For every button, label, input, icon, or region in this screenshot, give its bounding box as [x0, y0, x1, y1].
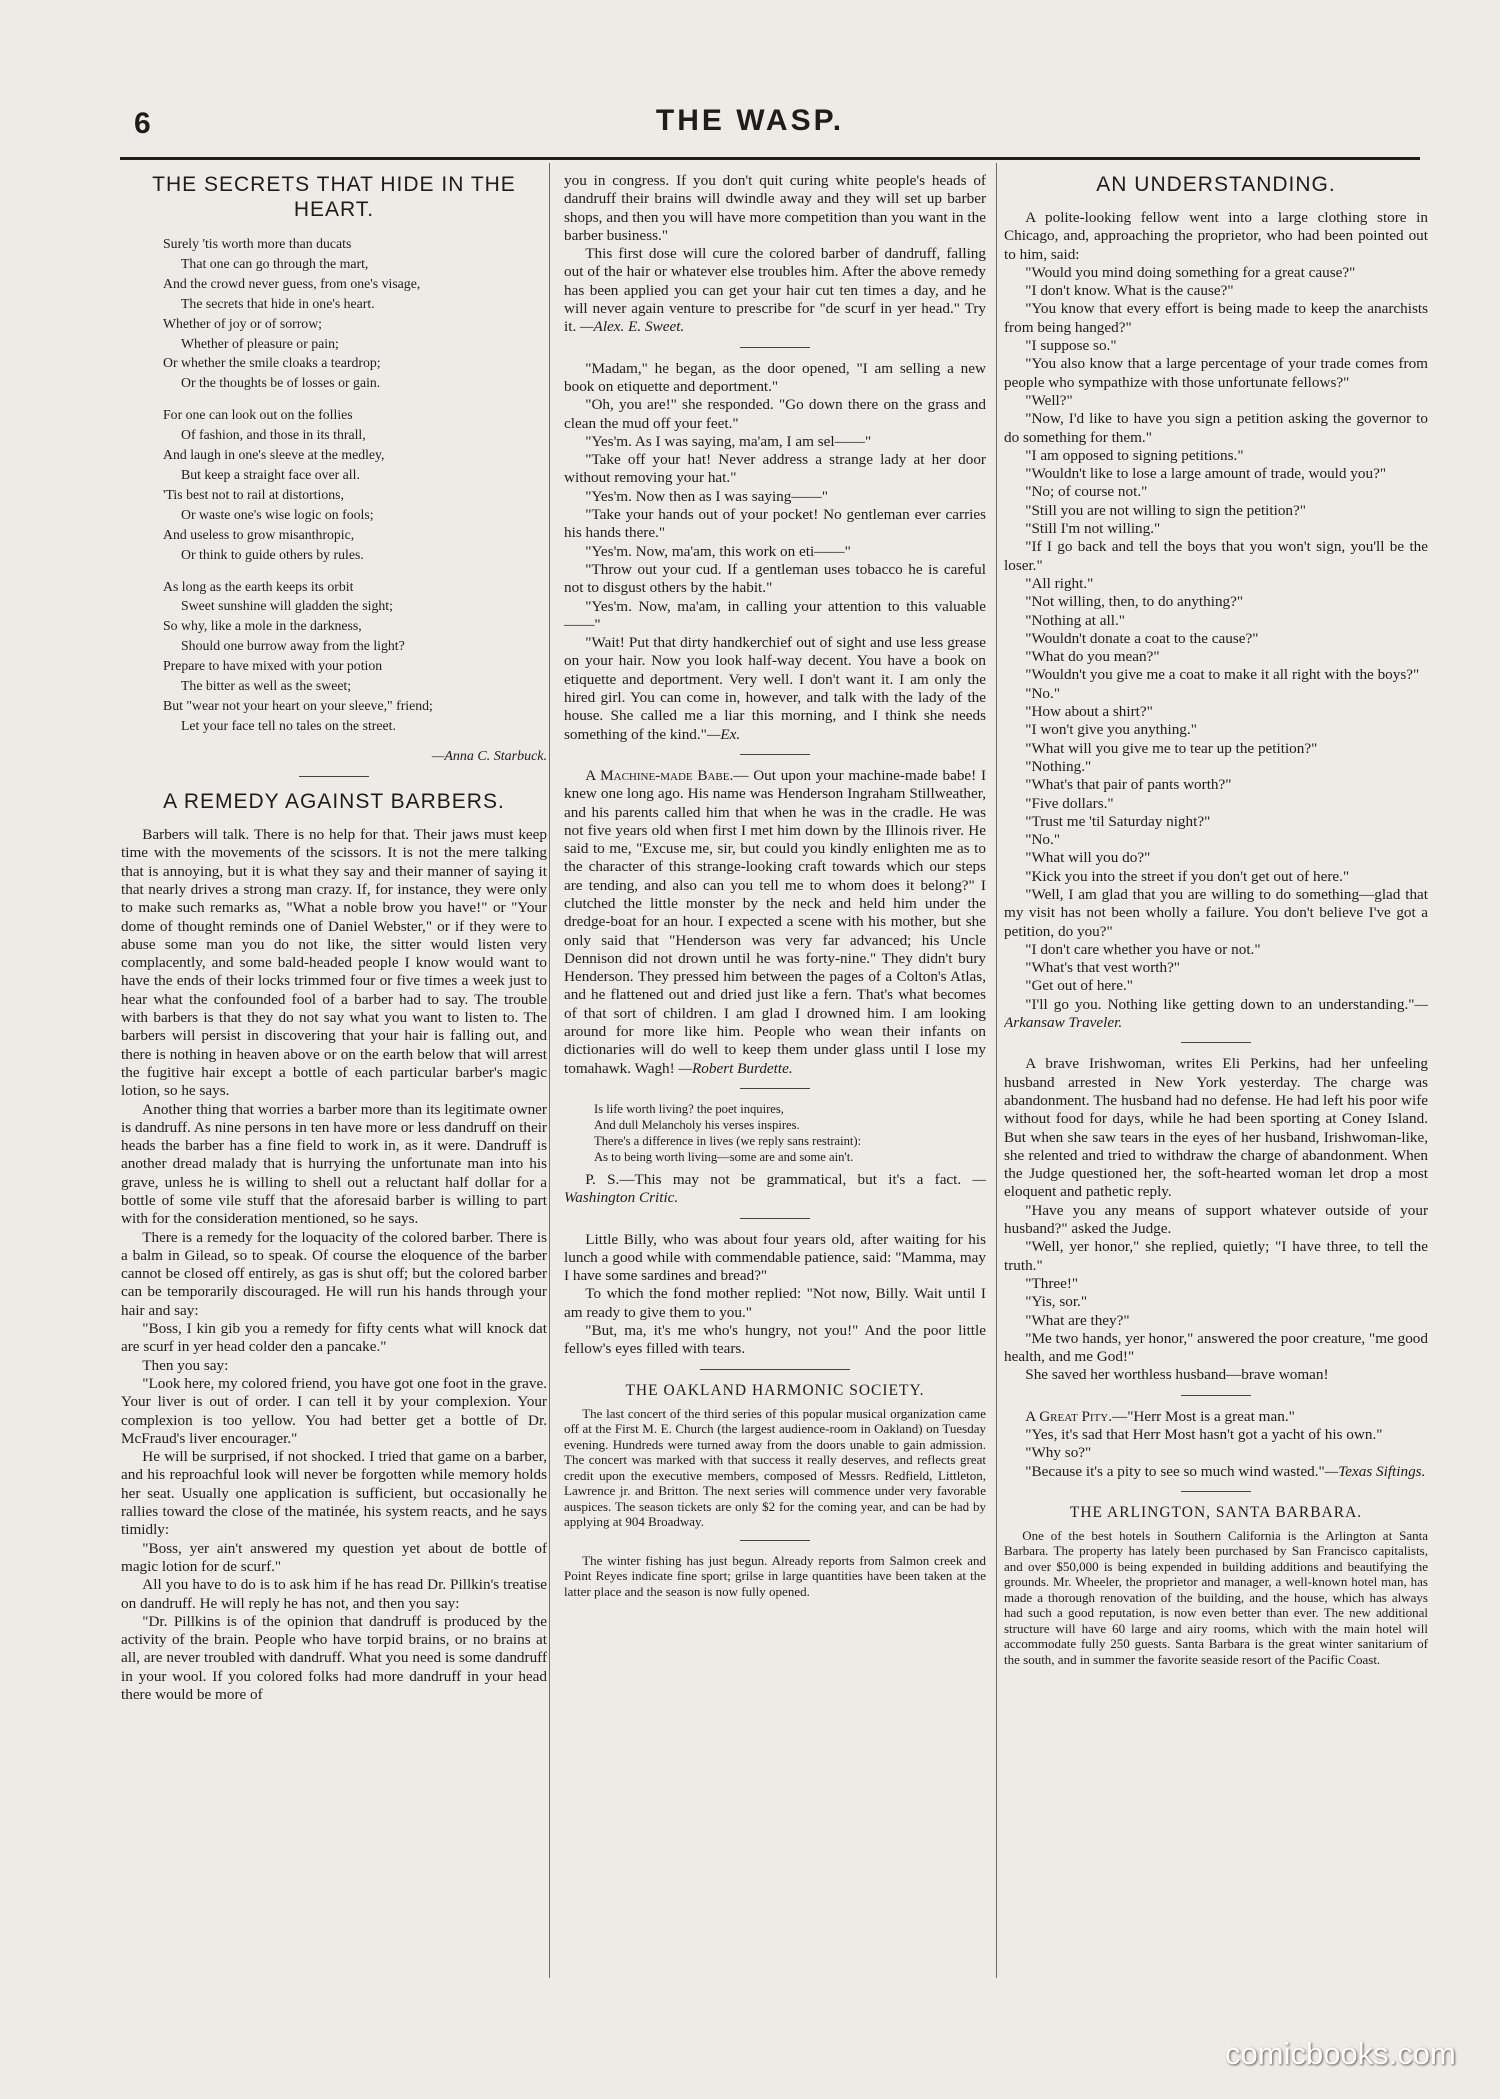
column-1 — [121, 172, 547, 1704]
paragraph: "Nothing." — [1025, 757, 1092, 775]
paragraph: "Yis, sor." — [1025, 1293, 1088, 1311]
paragraph: "Still I'm not willing." — [1025, 520, 1161, 538]
poem-line: So why, like a mole in the darkness, — [163, 618, 362, 634]
paragraph: "How about a shirt?" — [1025, 703, 1153, 721]
paragraph: "Well?" — [1025, 391, 1073, 409]
column-divider — [996, 163, 997, 1978]
poem-line: And the crowd never guess, from one's visage, — [163, 275, 421, 291]
irish-story — [1004, 1055, 1428, 1384]
paragraph: "What do you mean?" — [1025, 648, 1160, 666]
divider — [700, 1369, 850, 1370]
divider — [1181, 1042, 1251, 1043]
paragraph: "Well, yer honor," she replied, quietly; "I have three, to tell the truth." — [1004, 1238, 1428, 1274]
paragraph: "What will you do?" — [1025, 849, 1151, 867]
understanding-title: AN UNDERSTANDING. — [1096, 173, 1336, 196]
masthead: THE WASP. — [655, 104, 845, 137]
paragraph: To which the fond mother replied: "Not now, Billy. Wait until I am ready to give them to you." — [564, 1285, 986, 1321]
babe-title: A Machine-made Babe. — [585, 766, 734, 784]
poem-line: Of fashion, and those in its thrall, — [181, 427, 366, 443]
poem-line: Whether of pleasure or pain; — [181, 335, 339, 351]
poem-stanza — [163, 405, 547, 564]
paragraph: "What's that pair of pants worth?" — [1025, 776, 1232, 794]
paragraph: A brave Irishwoman, writes Eli Perkins, had her unfeeling husband arrested in New York yesterday. The charge was abandonment. The husband had no defense. He had left his poor wife without food for days, while he had been sporting at Coney Island. But when she saw tears in the eyes of her husband, Irishwoman-like, she relented and tried to withdraw the charge of abandonment. When the Judge questioned her, the soft-hearted woman let drop a most eloquent and pathetic reply. — [1004, 1055, 1428, 1201]
poem-stanza — [163, 577, 547, 736]
understanding-story — [1004, 209, 1428, 1032]
paragraph: "Wouldn't like to lose a large amount of trade, would you?" — [1025, 465, 1387, 483]
paragraph: A polite-looking fellow went into a large clothing store in Chicago, and, approaching the proprietor, who had been pointed out to him, said: — [1004, 209, 1428, 263]
paragraph: "No; of course not." — [1025, 483, 1148, 501]
paragraph: "Five dollars." — [1025, 794, 1114, 812]
babe-attribution: —Robert Burdette. — [678, 1059, 793, 1077]
paragraph: "Throw out your cud. If a gentleman uses tobacco he is careful not to disgust others by the habit." — [564, 560, 986, 597]
poem-line: Or whether the smile cloaks a teardrop; — [163, 355, 381, 371]
poem-line: Whether of joy or of sorrow; — [163, 315, 323, 331]
paragraph: "I am opposed to signing petitions." — [1025, 446, 1244, 464]
pity-lines — [1004, 1426, 1428, 1481]
poem-line: For one can look out on the follies — [163, 407, 353, 423]
postscript: P. S.—This may not be grammatical, but it's a fact. — Washington Critic. — [564, 1170, 986, 1207]
paragraph: "Kick you into the street if you don't get out of here." — [1025, 867, 1350, 885]
babe-text: — Out upon your machine-made babe! I knew one long ago. His name was Henderson Ingraham Stillweather, and his parents called him that when he was in the cradle. He was not five years old when first I met him down by the Illinois river. He said to me, "Excuse me, sir, but could you kindly enlighten me as to the character of this strange-looking craft towards which our steps are tending, and also can you tell me to whom does it belong?" I clutched the little monster by the neck and held him under the dredge-boat for an hour. I expected a scene with his mother, but she only said that "Henderson was very far advanced; his Uncle Dennison did not drown until he was forty-nine." They didn't bury Henderson. They pressed him between the pages of a Colton's Atlas, and he flattened out and dried just like a fern. That's what becomes of that sort of children. I am glad I drowned him. I am looking around for more like him. People who wean their infants on dictionaries will do well to keep them under glass until I lose my tomahawk. Wagh! — [564, 766, 986, 1077]
poem-line: Let your face tell no tales on the street. — [181, 717, 396, 733]
poem-line: As long as the earth keeps its orbit — [163, 578, 354, 594]
paragraph: "You know that every effort is being made to keep the anarchists from being hanged?" — [1004, 300, 1428, 336]
paragraph: "Trust me 'til Saturday night?" — [1025, 812, 1211, 830]
column-divider — [549, 163, 550, 1978]
poem-stanza — [163, 234, 547, 393]
divider — [1181, 1491, 1251, 1492]
divider — [1181, 1395, 1251, 1396]
divider — [740, 347, 810, 348]
paragraph: Then you say: — [142, 1356, 229, 1374]
paragraph: "Yes, it's sad that Herr Most hasn't got a yacht of his own." — [1025, 1426, 1383, 1443]
poem-line: Surely 'tis worth more than ducats — [163, 236, 352, 251]
poem-attribution: —Anna C. Starbuck. — [431, 748, 547, 764]
paragraph: "Oh, you are!" she responded. "Go down there on the grass and clean the mud off your feet." — [564, 396, 986, 432]
poem-line: As to being worth living—some are and some ain't. — [594, 1149, 854, 1164]
paragraph: "All right." — [1025, 574, 1094, 592]
paragraph: This first dose will cure the colored barber of dandruff, falling out of the hair or whatever else troubles him. After the above remedy has been applied you can get your hair cut ten times a day, and he will never again venture to prescribe for "de scurf in yer head." Try it. —Alex. E. Sweet. — [564, 245, 986, 336]
divider — [299, 776, 369, 777]
paragraph: "I'll go you. Nothing like getting down to an understanding."—Arkansaw Traveler. — [1004, 995, 1428, 1032]
paragraph: "Boss, I kin gib you a remedy for fifty cents what will knock dat are scurf in yer head colder den a pancake." — [121, 1320, 547, 1356]
paragraph: "Why so?" — [1025, 1444, 1092, 1462]
paragraph: "No." — [1025, 684, 1061, 702]
arlington-body: One of the best hotels in Southern California is the Arlington at Santa Barbara. The property has lately been purchased by San Francisco capitalists, and over $50,000 is being expended in building additions and beautifying the grounds. Mr. Wheeler, the proprietor and manager, a well-known hotel man, has made a thorough renovation of the building, and the house, which has always had such a good reputation, is now even better than ever. The new additional structure will have 60 large and airy rooms, which with the main hotel will accommodate fully 250 guests. Santa Barbara is the great winter sanitarium of the south, and in summer the favorite seaside resort of the Pacific Coast. — [1004, 1527, 1428, 1667]
attribution: —Arkansaw Traveler. — [1004, 995, 1428, 1032]
poem-line: 'Tis best not to rail at distortions, — [163, 486, 344, 502]
harmonic-body: The last concert of the third series of this popular musical organization came off at the First M. E. Church (the largest audience-room in Oakland) on Tuesday evening. Hundreds were turned away from the doors unable to gain admission. The concert was marked with that success it really deserves, and reflects great credit upon the executive members, composed of Messrs. Redfield, Littleton, Lawrence jr. and Britton. The next series will commence under very favorable auspices. The season tickets are only $2 for the coming year, and can be had by applying at 904 Broadway. — [564, 1405, 986, 1530]
paragraph: "Yes'm. As I was saying, ma'am, I am sel——" — [585, 432, 872, 450]
madam-story — [564, 360, 986, 744]
poem-line: And useless to grow misanthropic, — [163, 526, 355, 542]
paragraph: "Get out of here." — [1025, 977, 1133, 995]
paragraph: All you have to do is to ask him if he has read Dr. Pillkin's treatise on dandruff. He will reply he has not, and then you say: — [121, 1576, 547, 1612]
column-3 — [1004, 172, 1428, 1667]
paragraph: "Look here, my colored friend, you have got one foot in the grave. Your liver is out of order. I can tell it by your complexion. Your complexion is too yellow. You had better get a bottle of Dr. McFraud's liver encourager." — [121, 1374, 547, 1447]
poem-line: Or waste one's wise logic on fools; — [181, 506, 374, 522]
poem-line: Should one burrow away from the light? — [181, 638, 405, 654]
poem-line: The secrets that hide in one's heart. — [181, 295, 375, 311]
article-continued — [564, 172, 986, 337]
paragraph: "Wouldn't donate a coat to the cause?" — [1025, 629, 1259, 647]
poem-line: But "wear not your heart on your sleeve," friend; — [163, 697, 433, 713]
poem-line: Sweet sunshine will gladden the sight; — [181, 598, 393, 614]
divider — [740, 1218, 810, 1219]
paragraph: Little Billy, who was about four years old, after waiting for his lunch a good while with commendable patience, said: "Mamma, may I have some sardines and bread?" — [564, 1230, 986, 1285]
poem-line: There's a difference in lives (we reply sans restraint): — [594, 1133, 862, 1148]
paragraph: "Now, I'd like to have you sign a petition asking the governor to do something for them." — [1004, 410, 1428, 446]
paragraph: "What will you give me to tear up the petition?" — [1025, 739, 1318, 757]
paragraph: Barbers will talk. There is no help for that. Their jaws must keep time with the movements of the scissors. It is not the mere talking that is annoying, but it is what they say and their manner of saying it that nearly drives a strong man crazy. If, for instance, they were only to make such remarks as, "What a noble brow you have!" or "Your dome of thought reminds one of Daniel Webster," or if they were to abuse some man you do not like, the sitter would listen very complacently, and some bald-headed people I know would want to have the ends of their locks trimmed four or five times a week just to hear what the confounded fool of a barber had to say. The trouble with barbers is that they do not say what you want to listen to. The barbers will persist in discovering that your hair is falling out, and there is nothing in heaven above or on the earth below that will arrest the fugitive hair except a bottle of each particular barber's magic lotion, so he says. — [121, 826, 547, 1100]
paragraph: "Take your hands out of your pocket! No gentleman ever carries his hands there." — [564, 506, 986, 542]
article-body — [121, 826, 547, 1704]
paragraph: "Three!" — [1025, 1274, 1079, 1292]
poem-line: Is life worth living? the poet inquires, — [594, 1101, 784, 1116]
paragraph: "Because it's a pity to see so much wind wasted."—Texas Siftings. — [1025, 1462, 1426, 1480]
poem-line: Or think to guide others by rules. — [181, 546, 364, 562]
divider — [740, 1088, 810, 1089]
paragraph: "I suppose so." — [1025, 337, 1117, 355]
paragraph: "Nothing at all." — [1025, 611, 1125, 629]
arlington-title: THE ARLINGTON, SANTA BARBARA. — [1069, 1503, 1363, 1521]
paragraph: "No." — [1025, 831, 1061, 849]
paragraph: "Still you are not willing to sign the petition?" — [1025, 501, 1306, 519]
paragraph: "Have you any means of support whatever outside of your husband?" asked the Judge. — [1004, 1201, 1428, 1238]
poem-line: That one can go through the mart, — [181, 255, 369, 271]
attribution: —Alex. E. Sweet. — [580, 318, 685, 336]
article-title: A REMEDY AGAINST BARBERS. — [163, 790, 505, 814]
poem — [163, 234, 547, 736]
masthead-rule — [120, 157, 1420, 160]
paragraph: "Wouldn't you give me a coat to make it all right with the boys?" — [1025, 666, 1420, 684]
paragraph: "But, ma, it's me who's hungry, not you!" And the poor little fellow's eyes filled with tears. — [564, 1322, 986, 1358]
pity-story: A Great Pity.—"Herr Most is a great man." — [1025, 1407, 1295, 1425]
paragraph: "Dr. Pillkins is of the opinion that dandruff is produced by the activity of the brain. People who have torpid brains, or no brains at all, are never troubled with dandruff. What you need is some dandruff in your wool. If you colored folks had more dandruff in your head there would be more of — [121, 1612, 547, 1703]
attribution: —Ex. — [706, 725, 741, 743]
poem-line: And laugh in one's sleeve at the medley, — [163, 447, 385, 463]
poem-line: The bitter as well as the sweet; — [181, 678, 352, 694]
paragraph: "Madam," he began, as the door opened, "I am selling a new book on etiquette and deportment." — [564, 359, 986, 395]
paragraph: "Not willing, then, to do anything?" — [1025, 593, 1244, 611]
paragraph: She saved her worthless husband—brave woman! — [1025, 1366, 1329, 1384]
paragraph: "I don't care whether you have or not." — [1025, 940, 1261, 958]
paragraph: "Take off your hat! Never address a strange lady at her door without removing your hat." — [564, 451, 986, 487]
column-2 — [564, 172, 986, 1599]
attribution: —Texas Siftings. — [1324, 1462, 1426, 1480]
paragraph: you in congress. If you don't quit curing white people's heads of dandruff their brains will dwindle away and they will set up barber shops, and then you will have more competition than you want in the barber business." — [564, 172, 986, 244]
poem-line: Or the thoughts be of losses or gain. — [181, 375, 381, 391]
paragraph: "If I go back and tell the boys that you won't sign, you'll be the loser." — [1004, 538, 1428, 574]
paragraph: "I don't know. What is the cause?" — [1025, 282, 1234, 300]
paragraph: Another thing that worries a barber more than its legitimate owner is dandruff. As nine persons in ten have more or less dandruff on their heads the barber has a fine field to work in, as it were. Dandruff is another dread malady that is hurrying the unfortunate man into his grave, unless he is willing to shell out a reluctant half dollar for a bottle of some vile stuff that the aforesaid barber is willing to part with for the consideration mentioned, so he says. — [121, 1100, 547, 1228]
fishing-note: The winter fishing has just begun. Already reports from Salmon creek and Point Reyes indicate fine sport; grilse in large quantities have been taken at the latter place and the season is now fully opened. — [564, 1552, 986, 1599]
divider — [740, 1540, 810, 1541]
paragraph: "Well, I am glad that you are willing to do something—glad that my visit has not been wholly a failure. You don't believe I've got a petition, do you?" — [1004, 885, 1428, 940]
poem-line: But keep a straight face over all. — [181, 466, 360, 482]
paragraph: "You also know that a large percentage of your trade comes from people who sympathize with those unfortunate fellows?" — [1004, 355, 1428, 391]
paragraph: "Boss, yer ain't answered my question yet about de bottle of magic lotion for de scurf." — [121, 1539, 547, 1575]
babe-story — [564, 767, 986, 1078]
divider — [740, 754, 810, 755]
page-number: 6 — [134, 107, 151, 140]
paragraph: "Yes'm. Now, ma'am, this work on eti——" — [585, 542, 851, 560]
paragraph: "Yes'm. Now, ma'am, in calling your attention to this valuable——" — [564, 597, 986, 633]
paragraph: He will be surprised, if not shocked. I tried that game on a barber, and his reproachful look will never be forgotten while memory holds her seat. Usually one application is sufficient, but occasionally he rallies toward the close of the matinée, his system reacts, and he says timidly: — [121, 1448, 547, 1539]
paragraph: "What's that vest worth?" — [1025, 959, 1181, 977]
paragraph: "I won't give you anything." — [1025, 721, 1197, 739]
paragraph: "Wait! Put that dirty handkerchief out of sight and use less grease on your hair. Now you look half-way decent. You have a book on etiquette and deportment. Very well. I don't want it. I am only the hired girl. You can come in, however, and talk with the lady of the house. She called me a liar this morning, and I think she needs something of the kind."—Ex. — [564, 634, 986, 743]
small-poem — [594, 1101, 986, 1165]
billy-story — [564, 1231, 986, 1359]
poem-line: Prepare to have mixed with your potion — [163, 658, 383, 674]
paragraph: "Yes'm. Now then as I was saying——" — [585, 487, 828, 505]
watermark: comicbooks.com — [1225, 2036, 1456, 2071]
paragraph: There is a remedy for the loquacity of the colored barber. There is a balm in Gilead, so to speak. Of course the eloquence of the barber cannot be closed off entirely, as gas is shut off; but the colored barber can be temporarily discouraged. He will run his hands through your hair and say: — [121, 1228, 547, 1319]
poem-line: And dull Melancholy his verses inspires. — [594, 1117, 800, 1132]
paragraph: "Would you mind doing something for a great cause?" — [1025, 263, 1356, 281]
paragraph: "What are they?" — [1025, 1311, 1130, 1329]
harmonic-title: THE OAKLAND HARMONIC SOCIETY. — [625, 1381, 925, 1399]
paragraph: "Me two hands, yer honor," answered the poor creature, "me good health, and me God!" — [1004, 1329, 1428, 1366]
poem-title: THE SECRETS THAT HIDE IN THE HEART. — [152, 173, 516, 221]
